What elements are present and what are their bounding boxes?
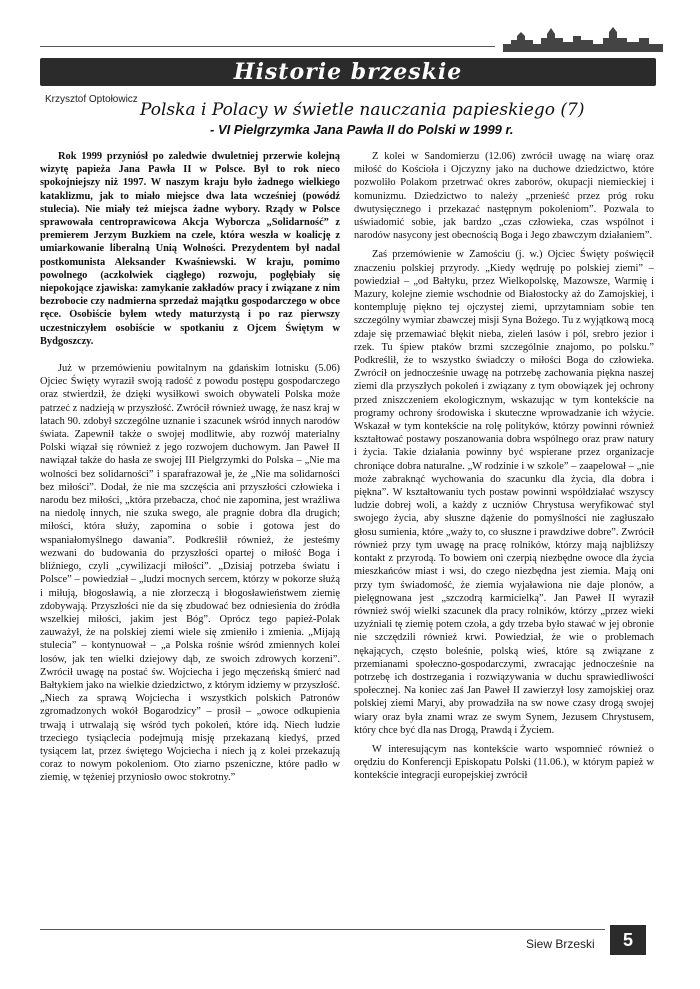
page-number: 5 [610,925,646,955]
article-title: Polska i Polacy w świetle nauczania papieskiego (7) [140,100,585,120]
section-banner [40,58,656,86]
footer-rule [40,929,605,930]
right-column [354,150,654,789]
article-author: Krzysztof Optołowicz [45,94,138,105]
body-paragraph: Zaś przemówienie w Zamościu (j. w.) Ojciec Święty poświęcił znaczeniu polskiej przyrody. „Kiedy wędruję po polskiej ziemi” – powiedział – „od Bałtyku, przez Wielkopolskę, Mazowsze, Warmię i Mazury, kolejne ziemie wschodnie od Białostocky aż do Zamojskiej, i kontempluję piękno tej ojczystej ziemi, uprzytamniam sobie ten szczególny wymiar zbawczej misji Syna Bożego. Tu z wyjątkową mocą zdaje się przemawiać błękit nieba, zieleń lasów i pól, srebro jezior i rzek. Tu śpiew ptaków brzmi szczególnie znajomo, po polsku.” Podkreślił, że to wszystko świadczy o miłości Boga do człowieka. Zwrócił on jednocześnie uwagę na potrzebę zachowania piękna naszej ziemi dla przyszłych pokoleń i związany z tym obowiązek jej ochrony przed zniszczeniem ekologicznym, wskazując w tym kontekście na programy ochrony środowiska i skuteczne wprowadzanie ich wżycie. Wskazał w tym kontekście na rolę polityków, którzy powinni również kształtować postawy poszanowania dobra wspólnego oraz praw natury i życia. Takie działania powinny być wspierane przez organizacje chroniące dobra naturalne. „W rodzinie i w szkole” – zaapelował – „nie może zabraknąć wychowania do szacunku dla życia, dla dobra i piękna”. W kształtowaniu tych postaw powinni współdziałać wszyscy ludzie dobrej woli, a każdy z uczniów Chrystusa weryfikować styl swojego życia, aby słuszne dążenie do pomyślności nie zagłuszało głosu sumienia, które „waży to, co słuszne i prawdziwe dobre”. Zwrócił również przy tym uwagę na pracę rolników, którzy mają najbliższy kontakt z przyrodą. To bowiem oni czerpią niezbędne owoce dla życia mieszkańców miast i wsi, do czego niezbędna jest ziemia. Mają oni przy tym świadomość, że ziemia wyjaławiona nie daje plonów, a pielęgnowana jest „szczodrą karmicielką”. Jan Paweł II wyraził również swój wielki szacunek dla pracy rolników, którzy „przez wieki uzyźniali tę ziemię potem czoła, a gdy trzeba było stawać w jej obronie nie szczędzili również krwi. Powiedział, że wie o problemach nękających, często boleśnie, polską wieś, które są związane z przemianami społeczno-gospodarczymi, zwracając jednocześnie na potrzebę ich dostrzegania i rozwiązywania w duchu sprawiedliwości społecznej. Na koniec zaś Jan Paweł II zawierzył losy zamojskiej oraz polskiej ziemi Maryi, aby prowadziła na sw nowe czasy drogą swojej wiary oraz była znami wraz ze swym Synem, Jezusem Chrystusem, który chce być dla nas Drogą, Prawdą i Życiem. [354,249,654,736]
left-column [40,150,340,791]
article-subtitle: - VI Pielgrzymka Jana Pawła II do Polski w 1999 r. [210,122,514,137]
body-paragraph: W interesującym nas kontekście warto wspomnieć również o orędziu do Konferencji Episkopatu Polski (11.06.), w którym papież w kontekście integracji europejskiej zwrócił [354,743,654,782]
section-title: Historie brzeskie [233,59,463,85]
town-skyline-icon [503,26,663,52]
body-paragraph: Już w przemówieniu powitalnym na gdańskim lotnisku (5.06) Ojciec Święty wyraził swoją radość z powodu postępu gospodarczego oraz stwierdził, że dzięki wysiłkowi swoich obywateli Polska może patrzeć z nadzieją w przyszłość. Zwrócił również uwagę, że nasz kraj w latach 90. zdobył szczególne uznanie i szacunek wśród innych narodów świata. Zapewnił także o swojej modlitwie, aby rozwój materialny Polski wiązał się również z jego rozwojem duchowym. Jan Paweł II nawiązał także do hasła ze swojej III Pielgrzymki do Polska – „Nie ma wolności bez solidarności” i sparafrazował je, że „Nie ma solidarności bez miłości”. Dodał, że nie ma szczęścia ani przyszłości człowieka i narodu bez miłości, „która przebacza, choć nie zapomina, jest wrażliwa na niedolę innych, nie szuka swego, ale pragnie dobra dla drugich; miłości, która służy, zapomina o sobie i gotowa jest do wspaniałomyślnego dawania”. Podkreślił również, że jesteśmy wezwani do budowania do przyszłości opartej o miłość Boga i bliźniego, czyli „cywilizacji miłości”. „Dzisiaj potrzeba światu i Polsce” – powiedział – „ludzi mocnych sercem, którzy w pokorze służą i miłują, błogosławią, a nie złorzeczą i błogosławieństwem ziemię zdobywają. Przyszłości nie da się zbudować bez odniesienia do źródła wszelkiej miłości, jakim jest Bóg”. Oprócz tego papież-Polak zauważył, że na polskiej ziemi wiele się zmieniło i zmienia. „Mijają stulecia” – kontynuował – „a Polska rośnie wśród zmiennych kolei losów, jak ten wielki dziejowy dąb, ze swoich zdrowych korzeni”. Zwrócił uwagę na postać św. Wojciecha i jego męczeńską śmierć nad Bałtykiem jako na wielkie dziedzictwo, z którym idziemy w przyszłość. „Niech za sprawą Wojciecha i wszystkich polskich Patronów zgromadzonych wokół Bogarodzicy” – prosił – „owoce odkupienia trwają i utrwalają się wśród tych pokoleń, które idą. Niech ludzie trzeciego tysiąclecia podejmują misję przekazaną kiedyś, przed tysiącem lat, przez świętego Wojciecha i niech ją z kolei przekazują coraz to nowym pokoleniom. Oto ziarno pszeniczne, które padło w ziemię, w tężeniej przyniosło owoc stokrotny.” [40,363,340,784]
header-rule [40,46,495,47]
publication-name: Siew Brzeski [526,937,595,951]
body-paragraph: Z kolei w Sandomierzu (12.06) zwrócił uwagę na wiarę oraz miłość do Kościoła i Ojczyzny jako na duchowe dziedzictwo, które pozwoliło Polakom przetrwać okres zaborów, okupacji niemieckiej i komunizmu. Dziedzictwo to należy „przenieść przez próg roku dwutysięcznego i przekazać następnym pokoleniom”. Pozwala to uświadomić sobie, jak bardzo „czas człowieka, czas wspólnot i narodów nasycony jest obecnością Boga i Jego zbawczym działaniem”. [354,151,654,242]
lead-paragraph: Rok 1999 przyniósł po zaledwie dwuletniej przerwie kolejną wizytę papieża Jana Pawła II w Polsce. Był to rok nieco spokojniejszy niż 1997. W naszym kraju było żadnego wielkiego kataklizmu, jak to miało miejsce dwa lata wcześniej (powódź stulecia). Nie miały też miejsca żadne wybory. Rządy w Polsce sprawowała centroprawicowa Akcja Wyborcza „Solidarność” z premierem Jerzym Buzkiem na czele, która weszła w koalicję z umiarkowanie liberalną Unią Wolności. Prezydentem był nadal postkomunista Aleksander Kwaśniewski. W kraju, pomimo powolnego (aczkolwiek ciągłego) rozwoju, pogłębiały się niepokojące zjawiska: zamykanie zakładów pracy i związane z nim bezrobocie czy nadmierna sprzedaż majątku gospodarczego w obce ręce. Osobiście byłem wtedy maturzystą i po raz pierwszy uczestniczyłem osobiście w spotkaniu z Ojcem Świętym w Bydgoszczy. [40,151,340,347]
